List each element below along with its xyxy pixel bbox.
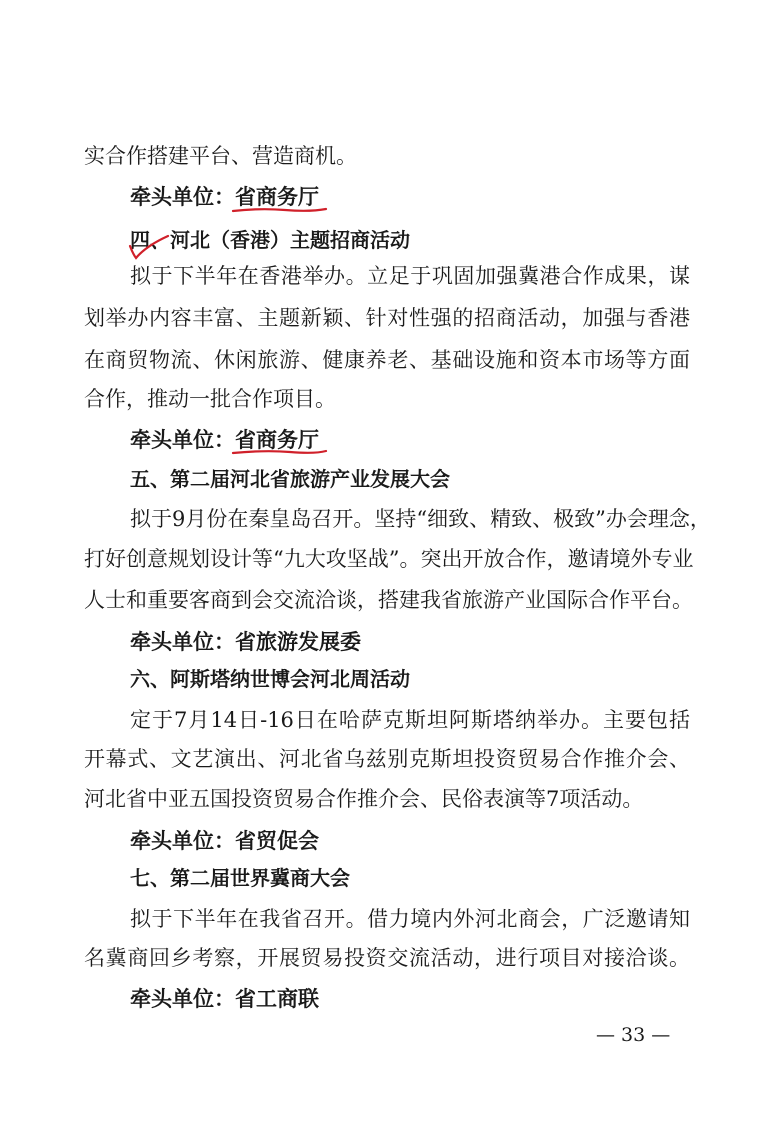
lead-unit-label: 牵头单位： [130,629,235,654]
paragraph-line: 拟于9月份在秦皇岛召开。坚持“细致、精致、极致”办会理念， [130,507,711,531]
paragraph-line: 合作，推动一批合作项目。 [84,387,336,411]
lead-unit-name: 省旅游发展委 [235,629,361,654]
underline-stroke [233,451,326,453]
lead-unit-line [130,628,690,656]
paragraph-line: 名冀商回乡考察，开展贸易投资交流活动，进行项目对接洽谈。 [84,946,690,970]
paragraph-line: 划举办内容丰富、主题新颖、针对性强的招商活动，加强与香港 [84,306,690,330]
lead-unit-label: 牵头单位： [130,828,235,853]
paragraph-line: 拟于下半年在我省召开。借力境内外河北商会，广泛邀请知 [130,907,690,931]
lead-unit-name: 省商务厅 [235,184,319,209]
paragraph-line: 在商贸物流、休闲旅游、健康养老、基础设施和资本市场等方面 [84,348,690,372]
section-heading: 五、第二届河北省旅游产业发展大会 [130,467,450,491]
paragraph-line: 河北省中亚五国投资贸易合作推介会、民俗表演等7项活动。 [84,787,644,811]
paragraph-line: 拟于下半年在香港举办。立足于巩固加强冀港合作成果，谋 [130,264,690,288]
lead-unit-name: 省商务厅 [235,427,319,452]
underline-mark [230,446,330,460]
lead-unit-label: 牵头单位： [130,986,235,1011]
lead-unit-line [130,183,690,211]
lead-unit-label: 牵头单位： [130,184,235,209]
lead-unit-label: 牵头单位： [130,427,235,452]
paragraph-line: 打好创意规划设计等“九大攻坚战”。突出开放合作，邀请境外专业 [84,547,694,571]
section-heading: 七、第二届世界冀商大会 [130,866,350,890]
underline-mark [230,203,330,217]
section-heading: 六、阿斯塔纳世博会河北周活动 [130,667,410,691]
paragraph-continuation: 实合作搭建平台、营造商机。 [84,144,357,168]
section-heading: 四、河北（香港）主题招商活动 [130,228,410,252]
lead-unit-line [130,426,690,454]
check-stroke [130,236,168,258]
check-mark [126,228,174,264]
paragraph-line: 人士和重要客商到会交流洽谈，搭建我省旅游产业国际合作平台。 [84,588,693,612]
lead-unit-line [130,827,690,855]
paragraph-line: 开幕式、文艺演出、河北省乌兹别克斯坦投资贸易合作推介会、 [84,747,690,771]
page-number: — 33 — [596,1024,671,1046]
lead-unit-line [130,985,690,1013]
underline-stroke [233,209,326,211]
lead-unit-name: 省工商联 [235,986,319,1011]
lead-unit-name: 省贸促会 [235,828,319,853]
paragraph-line: 定于7月14日-16日在哈萨克斯坦阿斯塔纳举办。主要包括 [130,708,690,732]
